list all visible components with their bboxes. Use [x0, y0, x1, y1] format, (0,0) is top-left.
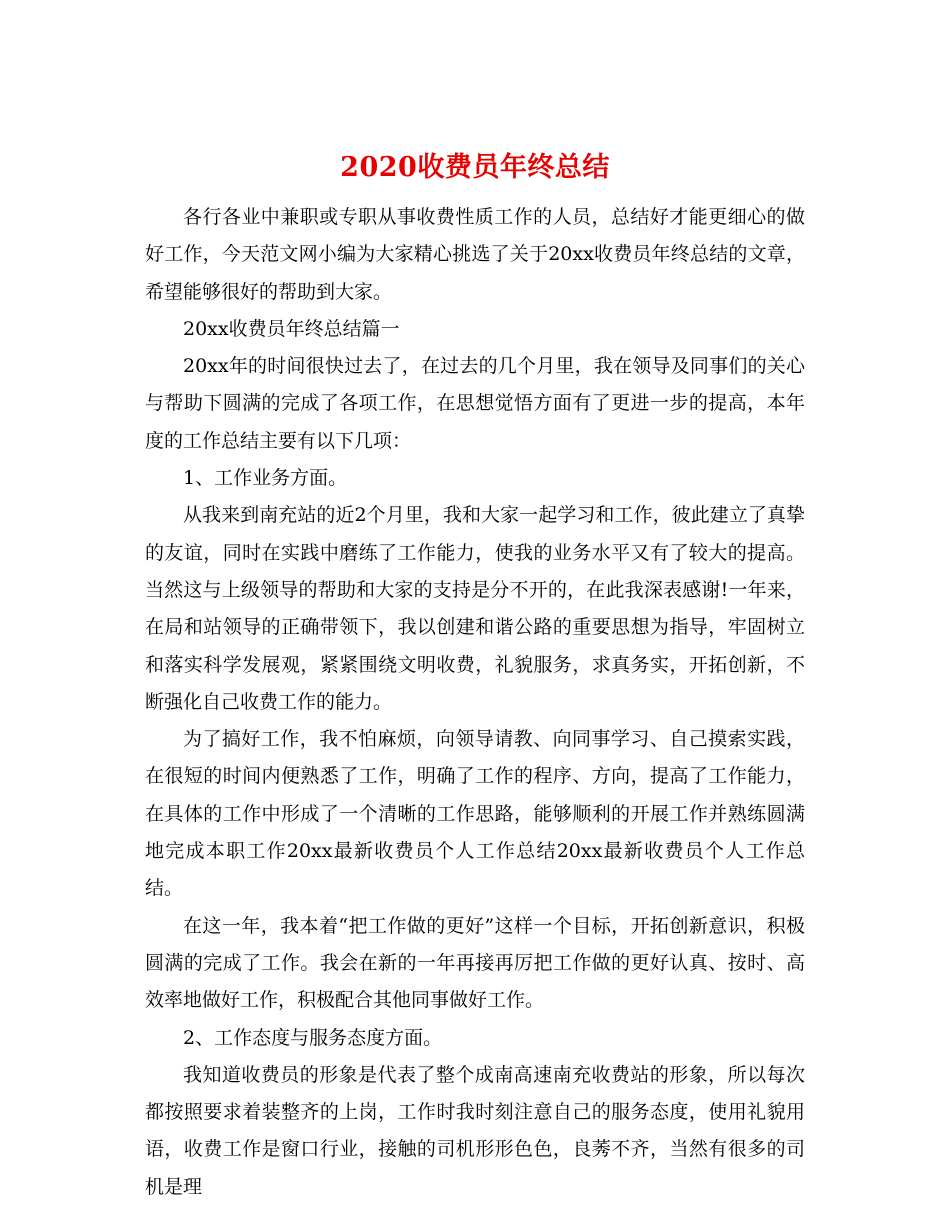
section-heading-part-one: 20xx收费员年终总结篇一	[183, 317, 400, 340]
intro-paragraph: 各行各业中兼职或专职从事收费性质工作的人员，总结好才能更细心的做好工作，今天范文网小编为大家精心挑选了关于20xx收费员年终总结的文章，希望能够很好的帮助到大家。	[145, 206, 805, 303]
subheading-work-business: 1、工作业务方面。	[183, 467, 348, 490]
document-body	[145, 199, 805, 1206]
body-paragraph: 从我来到南充站的近2个月里，我和大家一起学习和工作，彼此建立了真挚的友谊，同时在实践中磨练了工作能力，使我的业务水平又有了较大的提高。当然这与上级领导的帮助和大家的支持是分不开的，在此我深表感谢!一年来，在局和站领导的正确带领下，我以创建和谐公路的重要思想为指导，牢固树立和落实科学发展观，紧紧围绕文明收费，礼貌服务，求真务实，开拓创新，不断强化自己收费工作的能力。	[145, 504, 805, 713]
document-title: 2020收费员年终总结	[340, 152, 610, 184]
body-paragraph: 20xx年的时间很快过去了，在过去的几个月里，我在领导及同事们的关心与帮助下圆满的完成了各项工作，在思想觉悟方面有了更进一步的提高，本年度的工作总结主要有以下几项：	[145, 355, 805, 452]
body-paragraph: 在这一年，我本着“把工作做的更好”这样一个目标，开拓创新意识，积极圆满的完成了工作。我会在新的一年再接再厉把工作做的更好认真、按时、高效率地做好工作，积极配合其他同事做好工作。	[145, 914, 805, 1012]
subheading-work-attitude: 2、工作态度与服务态度方面。	[183, 1026, 443, 1049]
body-paragraph: 为了搞好工作，我不怕麻烦，向领导请教、向同事学习、自己摸索实践，在很短的时间内便熟悉了工作，明确了工作的程序、方向，提高了工作能力，在具体的工作中形成了一个清晰的工作思路，能够顺利的开展工作并熟练圆满地完成本职工作20xx最新收费员个人工作总结20xx最新收费员个人工作总结。	[145, 728, 805, 900]
body-paragraph: 我知道收费员的形象是代表了整个成南高速南充收费站的形象，所以每次都按照要求着装整齐的上岗，工作时我时刻注意自己的服务态度，使用礼貌用语，收费工作是窗口行业，接触的司机形形色色，良莠不齐，当然有很多的司机是理	[145, 1063, 805, 1198]
